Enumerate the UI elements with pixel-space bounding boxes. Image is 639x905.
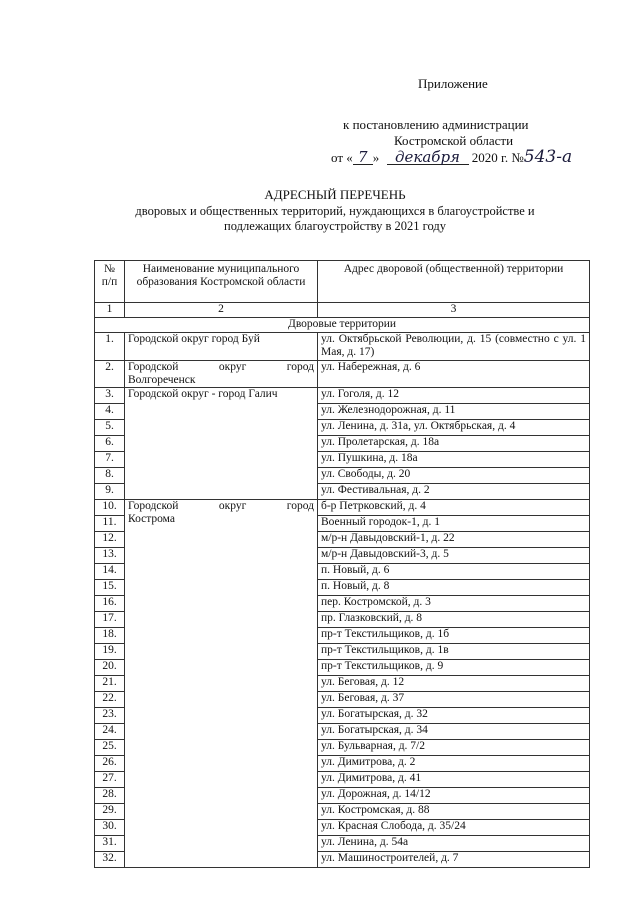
date-month: декабря — [387, 150, 469, 165]
address-cell: ул. Пролетарская, д. 18а — [318, 436, 590, 452]
row-number: 1. — [95, 333, 125, 361]
document-title: АДРЕСНЫЙ ПЕРЕЧЕНЬ — [264, 187, 406, 202]
row-number: 17. — [95, 612, 125, 628]
row-number: 32. — [95, 852, 125, 868]
row-number: 13. — [95, 548, 125, 564]
address-cell: ул. Костромская, д. 88 — [318, 804, 590, 820]
row-number: 24. — [95, 724, 125, 740]
document-subtitle-2: подлежащих благоустройству в 2021 году — [224, 219, 446, 233]
address-cell: м/р-н Давыдовский-3, д. 5 — [318, 548, 590, 564]
municipality-cell: Городской округ город Буй — [125, 333, 318, 361]
row-number: 20. — [95, 660, 125, 676]
municipality-cell: Городской округ - город Галич — [125, 388, 318, 500]
address-cell: м/р-н Давыдовский-1, д. 22 — [318, 532, 590, 548]
row-number: 3. — [95, 388, 125, 404]
date-year: 2020 г. № — [471, 150, 524, 165]
table-column-numbers — [95, 303, 590, 318]
address-cell: ул. Свободы, д. 20 — [318, 468, 590, 484]
table-row — [95, 333, 590, 361]
address-cell: пр. Глазковский, д. 8 — [318, 612, 590, 628]
address-cell: п. Новый, д. 6 — [318, 564, 590, 580]
municipality-cell: Городской округ город Волгореченск — [125, 361, 318, 388]
row-number: 30. — [95, 820, 125, 836]
appendix-line-2: Костромской области — [394, 133, 514, 148]
row-number: 2. — [95, 361, 125, 388]
row-number: 29. — [95, 804, 125, 820]
table-header-row — [95, 261, 590, 303]
row-number: 15. — [95, 580, 125, 596]
row-number: 21. — [95, 676, 125, 692]
row-number: 7. — [95, 452, 125, 468]
row-number: 4. — [95, 404, 125, 420]
address-cell: ул. Богатырская, д. 34 — [318, 724, 590, 740]
address-cell: ул. Беговая, д. 12 — [318, 676, 590, 692]
address-cell: ул. Ленина, д. 54а — [318, 836, 590, 852]
section-title: Дворовые территории — [95, 318, 590, 333]
address-cell: ул. Димитрова, д. 2 — [318, 756, 590, 772]
row-number: 19. — [95, 644, 125, 660]
table-row — [95, 361, 590, 388]
date-separator: » — [372, 150, 380, 165]
row-number: 12. — [95, 532, 125, 548]
col-num-3: 3 — [318, 303, 590, 318]
address-cell: ул. Фестивальная, д. 2 — [318, 484, 590, 500]
address-cell: ул. Богатырская, д. 32 — [318, 708, 590, 724]
appendix-line-1: к постановлению администрации — [343, 117, 529, 132]
date-prefix: от « — [331, 150, 353, 165]
address-cell: п. Новый, д. 8 — [318, 580, 590, 596]
col-num-1: 1 — [95, 303, 125, 318]
address-cell: пер. Костромской, д. 3 — [318, 596, 590, 612]
row-number: 28. — [95, 788, 125, 804]
appendix-date-line — [331, 147, 573, 167]
row-number: 6. — [95, 436, 125, 452]
row-number: 10. — [95, 500, 125, 516]
row-number: 26. — [95, 756, 125, 772]
address-cell: ул. Димитрова, д. 41 — [318, 772, 590, 788]
row-number: 11. — [95, 516, 125, 532]
address-cell: ул. Машиностроителей, д. 7 — [318, 852, 590, 868]
table-row — [95, 388, 590, 404]
row-number: 23. — [95, 708, 125, 724]
row-number: 18. — [95, 628, 125, 644]
document-number: 543-а — [523, 147, 573, 167]
address-cell: ул. Бульварная, д. 7/2 — [318, 740, 590, 756]
address-cell: ул. Октябрьской Революции, д. 15 (совместно с ул. 1 Мая, д. 17) — [318, 333, 590, 361]
address-table — [94, 260, 590, 868]
address-cell: пр-т Текстильщиков, д. 1б — [318, 628, 590, 644]
address-cell: пр-т Текстильщиков, д. 1в — [318, 644, 590, 660]
address-cell: Военный городок-1, д. 1 — [318, 516, 590, 532]
row-number: 27. — [95, 772, 125, 788]
header-municipality: Наименование муниципального образования Костромской области — [125, 261, 318, 303]
row-number: 25. — [95, 740, 125, 756]
address-cell: ул. Пушкина, д. 18а — [318, 452, 590, 468]
address-cell: ул. Беговая, д. 37 — [318, 692, 590, 708]
section-row — [95, 318, 590, 333]
row-number: 31. — [95, 836, 125, 852]
document-subtitle-1: дворовых и общественных территорий, нуждающихся в благоустройстве и — [135, 204, 535, 218]
row-number: 5. — [95, 420, 125, 436]
address-cell: ул. Железнодорожная, д. 11 — [318, 404, 590, 420]
row-number: 14. — [95, 564, 125, 580]
header-address: Адрес дворовой (общественной) территории — [318, 261, 590, 303]
table-row — [95, 500, 590, 516]
address-cell: пр-т Текстильщиков, д. 9 — [318, 660, 590, 676]
address-cell: ул. Гоголя, д. 12 — [318, 388, 590, 404]
address-cell: б-р Петрковский, д. 4 — [318, 500, 590, 516]
address-cell: ул. Набережная, д. 6 — [318, 361, 590, 388]
row-number: 16. — [95, 596, 125, 612]
municipality-cell: Городской округ город Кострома — [125, 500, 318, 868]
address-cell: ул. Красная Слобода, д. 35/24 — [318, 820, 590, 836]
appendix-label: Приложение — [418, 76, 488, 91]
col-num-2: 2 — [125, 303, 318, 318]
row-number: 8. — [95, 468, 125, 484]
date-day: 7 — [353, 150, 373, 165]
row-number: 9. — [95, 484, 125, 500]
header-number: № п/п — [95, 261, 125, 303]
address-cell: ул. Дорожная, д. 14/12 — [318, 788, 590, 804]
address-cell: ул. Ленина, д. 31а, ул. Октябрьская, д. 4 — [318, 420, 590, 436]
row-number: 22. — [95, 692, 125, 708]
